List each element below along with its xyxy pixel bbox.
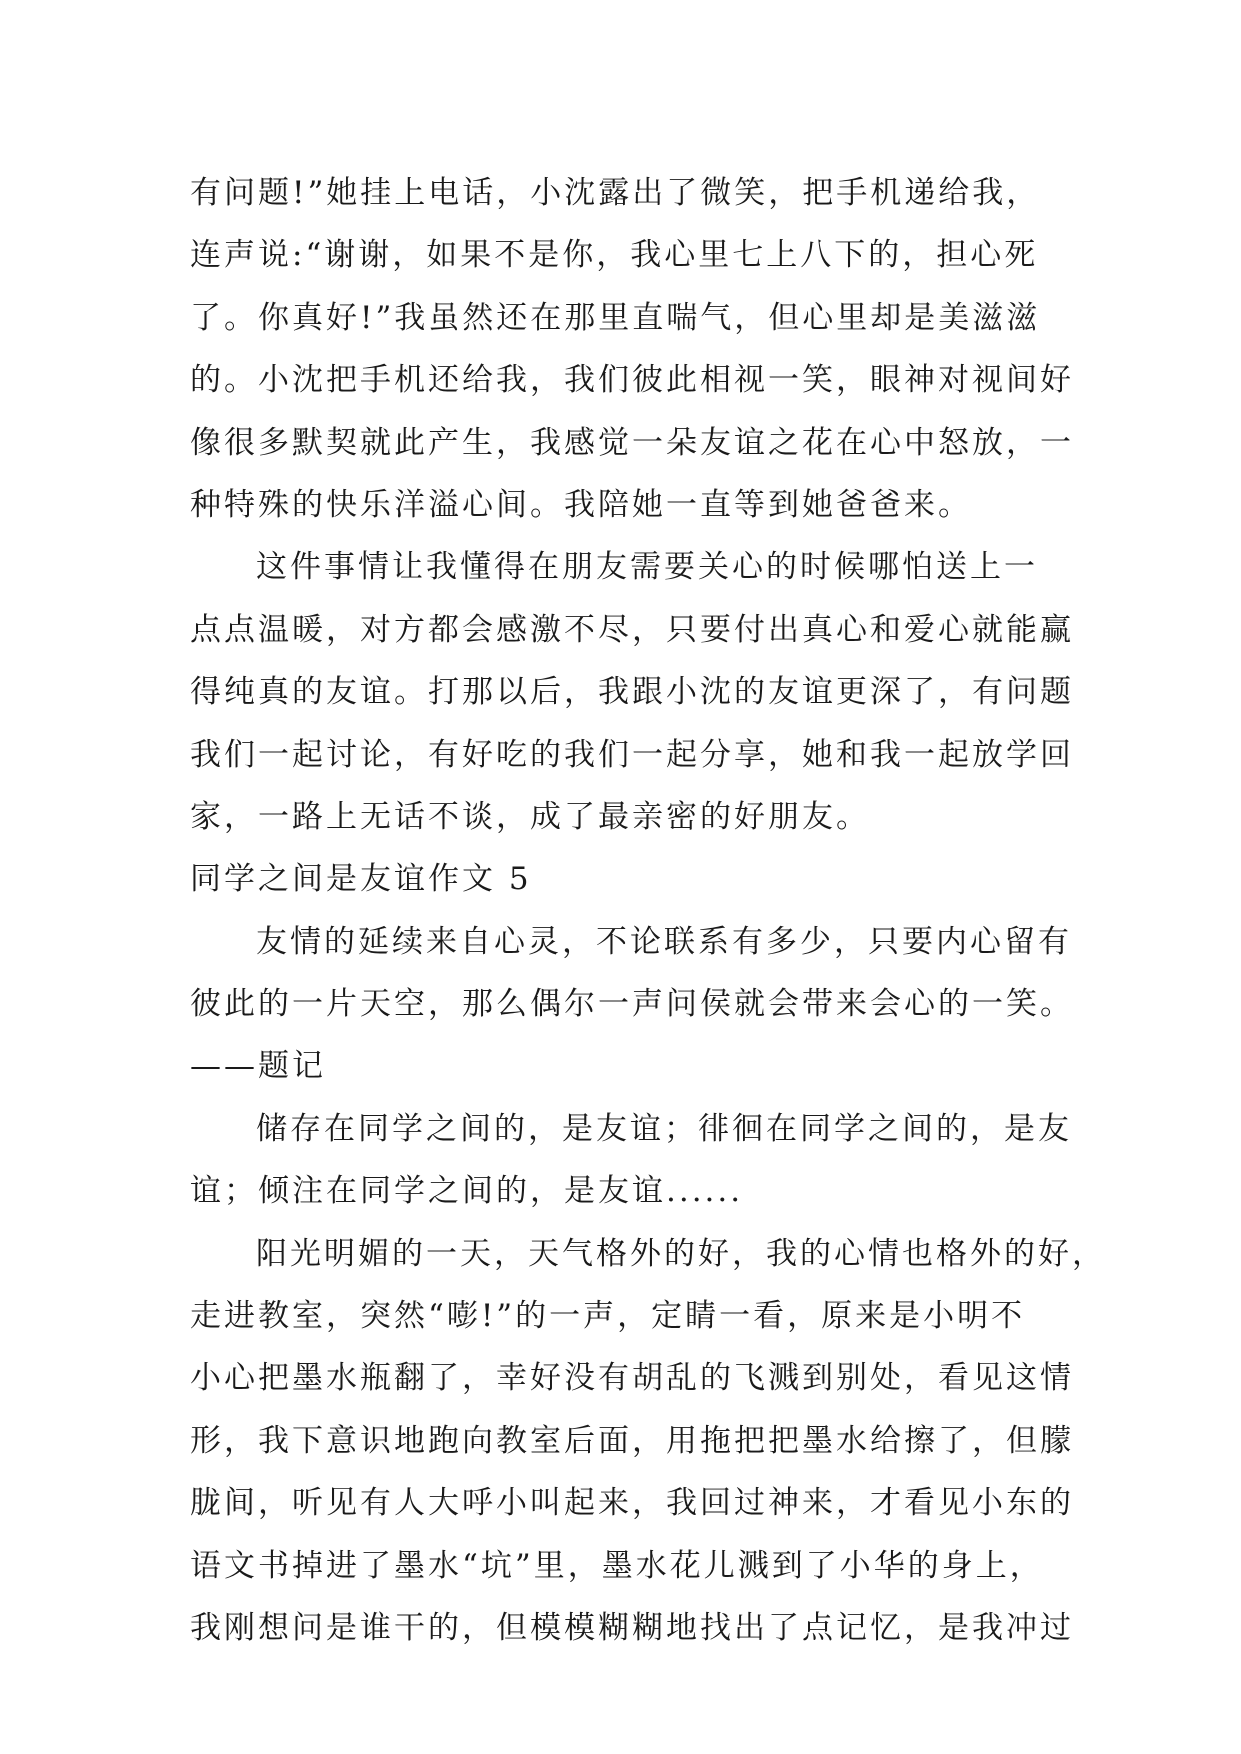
text-line: 的。小沈把手机还给我，我们彼此相视一笑，眼神对视间好 [190,362,1074,399]
paragraph-start-line: 这件事情让我懂得在朋友需要关心的时候哪怕送上一 [256,549,1038,586]
text-line: 我们一起讨论，有好吃的我们一起分享，她和我一起放学回 [190,736,1074,773]
epigraph-attribution: ——题记 [190,1048,326,1085]
text-line: 形，我下意识地跑向教室后面，用拖把把墨水给擦了，但朦 [190,1422,1074,1459]
text-line: 点点温暖，对方都会感激不尽，只要付出真心和爱心就能赢 [190,611,1074,648]
text-line: 胧间，听见有人大呼小叫起来，我回过神来，才看见小东的 [190,1485,1074,1522]
section-heading: 同学之间是友谊作文 5 [190,861,532,898]
text-line: 语文书掉进了墨水“坑”里，墨水花儿溅到了小华的身上， [190,1547,1044,1584]
text-line: 得纯真的友谊。打那以后，我跟小沈的友谊更深了，有问题 [190,674,1074,711]
text-line: 种特殊的快乐洋溢心间。我陪她一直等到她爸爸来。 [190,486,972,523]
text-line: 了。你真好!”我虽然还在那里直喘气，但心里却是美滋滋 [190,299,1041,336]
paragraph-start-line: 友情的延续来自心灵，不论联系有多少，只要内心留有 [256,923,1072,960]
text-line: 有问题!”她挂上电话，小沈露出了微笑，把手机递给我， [190,175,1041,211]
text-line: 彼此的一片天空，那么偶尔一声问侯就会带来会心的一笑。 [190,986,1074,1023]
text-line: 谊；倾注在同学之间的，是友谊...... [190,1173,744,1210]
text-line: 连声说:“谢谢，如果不是你，我心里七上八下的，担心死 [190,237,1039,274]
document-body [190,162,1106,1659]
paragraph-start-line: 储存在同学之间的，是友谊；徘徊在同学之间的，是友 [256,1110,1072,1147]
text-line: 我刚想问是谁干的，但模模糊糊地找出了点记忆，是我冲过 [190,1609,1074,1646]
text-line: 像很多默契就此产生，我感觉一朵友谊之花在心中怒放，一 [190,424,1074,461]
text-line: 走进教室，突然“嘭!”的一声，定睛一看，原来是小明不 [190,1298,1026,1335]
paragraph-start-line: 阳光明媚的一天，天气格外的好，我的心情也格外的好， [256,1235,1106,1272]
text-line: 家，一路上无话不谈，成了最亲密的好朋友。 [190,798,870,835]
text-line: 小心把墨水瓶翻了，幸好没有胡乱的飞溅到别处，看见这情 [190,1360,1074,1397]
